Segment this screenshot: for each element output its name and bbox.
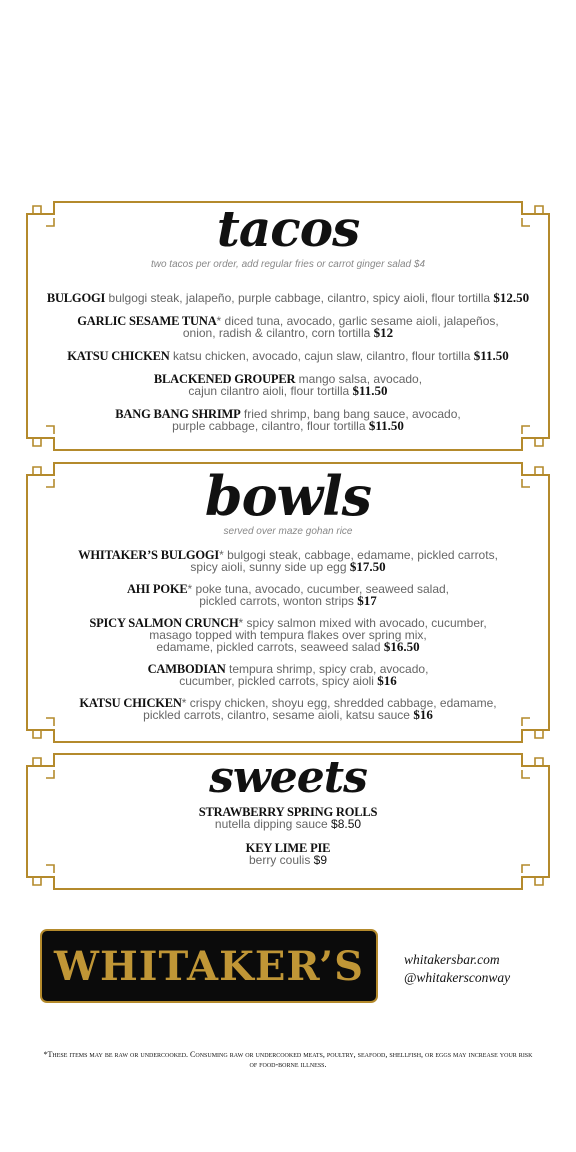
menu-item-bang-bang-shrimp-taco: BANG BANG SHRIMP fried shrimp, bang bang sauce, avocado, purple cabbage, cilantro, flour tortilla $11.50 bbox=[115, 407, 461, 433]
section-title-sweets: sweets bbox=[209, 752, 367, 803]
menu-item-whitakers-bulgogi-bowl: WHITAKER’S BULGOGI* bulgogi steak, cabbage, edamame, pickled carrots, spicy aioli, sunny side up egg $17.50 bbox=[78, 548, 498, 574]
menu-item-blackened-grouper-taco: BLACKENED GROUPER mango salsa, avocado, cajun cilantro aioli, flour tortilla $11.50 bbox=[153, 372, 423, 398]
social-handle[interactable]: @whitakersconway bbox=[404, 970, 511, 985]
sweets-section bbox=[0, 752, 576, 891]
section-title-tacos: tacos bbox=[216, 199, 360, 258]
contact-info bbox=[404, 951, 510, 987]
food-safety-disclaimer: *These items may be raw or undercooked. Consuming raw or undercooked meats, poultry, seafood, shellfish, or eggs may increase your risk of food-borne illness. bbox=[43, 1050, 533, 1069]
website-link[interactable]: whitakersbar.com bbox=[404, 952, 500, 967]
section-subtitle-tacos: two tacos per order, add regular fries or carrot ginger salad $4 bbox=[150, 259, 426, 270]
bowls-section bbox=[0, 461, 576, 744]
menu-item-katsu-chicken-bowl: KATSU CHICKEN* crispy chicken, shoyu egg, shredded cabbage, edamame, pickled carrots, cilantro, sesame aioli, katsu sauce $16 bbox=[79, 696, 497, 722]
tacos-section bbox=[0, 200, 576, 452]
menu-item-spicy-salmon-crunch-bowl: SPICY SALMON CRUNCH* spicy salmon mixed with avocado, cucumber, masago topped with tempura flakes over spring mix, edamame, pickled carrots, seaweed salad $16.50 bbox=[89, 616, 487, 654]
menu-item-key-lime-pie: KEY LIME PIE berry coulis $9 bbox=[245, 841, 331, 867]
menu-item-ahi-poke-bowl: AHI POKE* poke tuna, avocado, cucumber, seaweed salad, pickled carrots, wonton strips $17 bbox=[126, 582, 450, 608]
menu-item-garlic-sesame-tuna-taco: GARLIC SESAME TUNA* diced tuna, avocado, garlic sesame aioli, jalapeños, onion, radish & cilantro, corn tortilla $12 bbox=[77, 314, 499, 340]
logo-wordmark: WHITAKER’S bbox=[54, 942, 364, 990]
menu-item-cambodian-bowl: CAMBODIAN tempura shrimp, spicy crab, avocado, cucumber, pickled carrots, spicy aioli $16 bbox=[147, 662, 429, 688]
whitakers-logo bbox=[40, 929, 378, 1003]
menu-item-katsu-chicken-taco: KATSU CHICKEN katsu chicken, avocado, cajun slaw, cilantro, flour tortilla $11.50 bbox=[67, 348, 509, 363]
menu-item-bulgogi-taco: BULGOGI bulgogi steak, jalapeño, purple cabbage, cilantro, spicy aioli, flour tortilla $12.50 bbox=[46, 290, 530, 305]
menu-item-strawberry-spring-rolls: STRAWBERRY SPRING ROLLS nutella dipping sauce $8.50 bbox=[198, 805, 378, 831]
section-subtitle-bowls: served over maze gohan rice bbox=[223, 526, 353, 537]
section-title-bowls: bowls bbox=[204, 464, 372, 528]
